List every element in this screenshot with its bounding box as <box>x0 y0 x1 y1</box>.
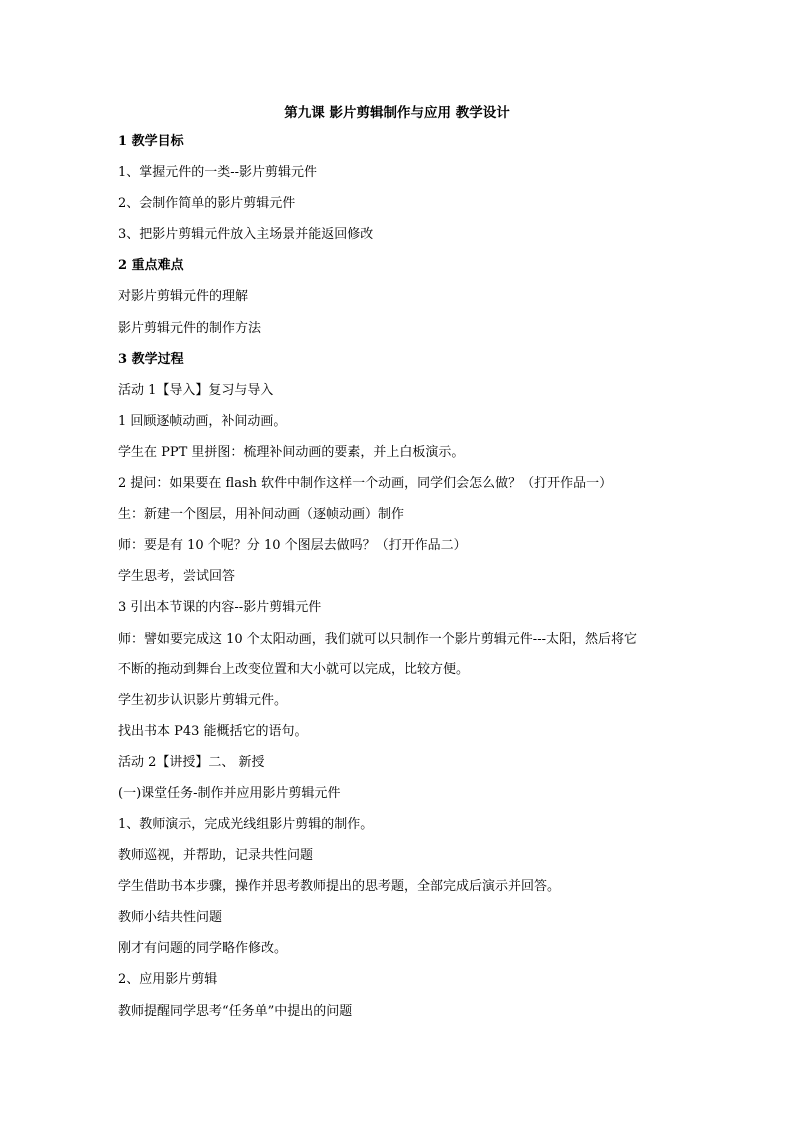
document-body <box>118 133 688 1034</box>
paragraph: 3 引出本节课的内容--影片剪辑元件 <box>118 600 322 616</box>
paragraph: 学生在 PPT 里拼图：梳理补间动画的要素，并上白板演示。 <box>118 444 465 460</box>
paragraph: 学生初步认识影片剪辑元件。 <box>118 692 288 708</box>
paragraph: 1 回顾逐帧动画，补间动画。 <box>118 413 287 429</box>
paragraph: 找出书本 P43 能概括它的语句。 <box>118 723 308 739</box>
paragraph: 2、会制作简单的影片剪辑元件 <box>118 196 296 212</box>
activity-heading: 活动 2【讲授】二、 新授 <box>118 754 265 770</box>
paragraph: 1、教师演示，完成光线组影片剪辑的制作。 <box>118 816 374 832</box>
paragraph-continuation: 不断的拖动到舞台上改变位置和大小就可以完成，比较方便。 <box>118 661 470 677</box>
paragraph: 3、把影片剪辑元件放入主场景并能返回修改 <box>118 227 374 243</box>
paragraph: 影片剪辑元件的制作方法 <box>118 320 262 336</box>
paragraph: 教师巡视，并帮助，记录共性问题 <box>118 848 314 864</box>
paragraph: 1、掌握元件的一类--影片剪辑元件 <box>118 165 318 181</box>
paragraph: 师：譬如要完成这 10 个太阳动画，我们就可以只制作一个影片剪辑元件---太阳，然后将它 <box>118 631 637 647</box>
activity-heading: 活动 1【导入】复习与导入 <box>118 382 274 398</box>
paragraph: 2 提问：如果要在 flash 软件中制作这样一个动画，同学们会怎么做？（打开作品一） <box>118 476 613 492</box>
document-title: 第九课 影片剪辑制作与应用 教学设计 <box>284 105 510 121</box>
paragraph: 2、应用影片剪辑 <box>118 972 218 988</box>
paragraph: 刚才有问题的同学略作修改。 <box>118 941 288 957</box>
section-heading-key-points: 2 重点难点 <box>118 258 184 274</box>
paragraph: (一)课堂任务-制作并应用影片剪辑元件 <box>118 785 341 801</box>
section-heading-process: 3 教学过程 <box>118 351 184 367</box>
paragraph: 教师小结共性问题 <box>118 910 223 926</box>
paragraph: 教师提醒同学思考“任务单”中提出的问题 <box>118 1003 353 1019</box>
paragraph: 生：新建一个图层，用补间动画（逐帧动画）制作 <box>118 507 405 523</box>
paragraph: 师：要是有 10 个呢？分 10 个图层去做吗？（打开作品二） <box>118 538 467 554</box>
paragraph: 学生借助书本步骤，操作并思考教师提出的思考题，全部完成后演示并回答。 <box>118 879 561 895</box>
paragraph: 对影片剪辑元件的理解 <box>118 289 249 305</box>
section-heading-objectives: 1 教学目标 <box>118 134 184 149</box>
paragraph: 学生思考，尝试回答 <box>118 569 236 585</box>
